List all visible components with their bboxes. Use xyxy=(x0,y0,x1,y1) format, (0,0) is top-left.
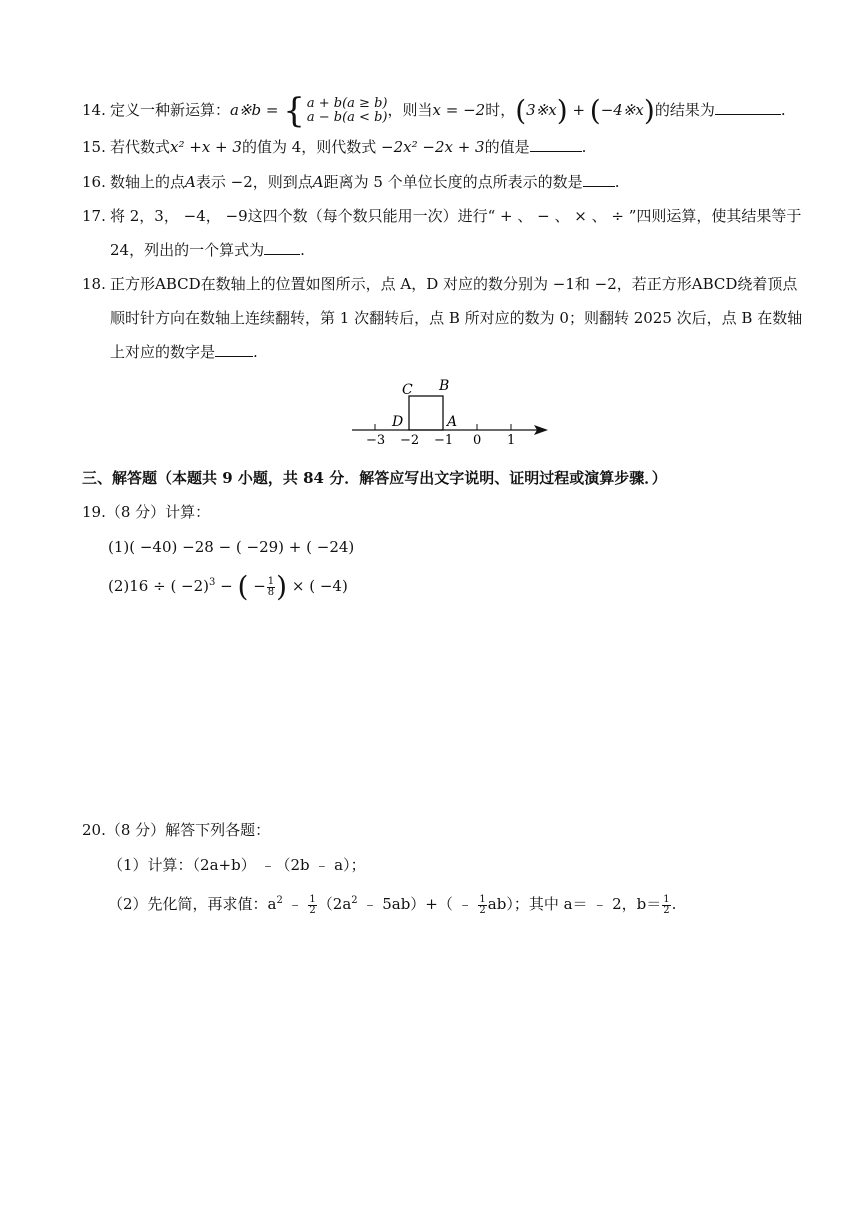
question-19: 19.（8 分）计算： xyxy=(82,503,211,521)
question-18-line-3: 上对应的数字是 . xyxy=(110,343,258,361)
question-20: 20.（8 分）解答下列各题： xyxy=(82,821,271,839)
question-18: 18. 正方形ABCD在数轴上的位置如图所示，点 A，D 对应的数分别为 −1和 −2，若正方形ABCD绕着顶点 xyxy=(82,275,798,293)
answer-blank[interactable] xyxy=(215,342,253,357)
answer-blank[interactable] xyxy=(715,100,781,115)
vertex-label-a: A xyxy=(447,414,458,430)
piecewise-cases: a + b(a ≥ b) a − b(a < b) xyxy=(306,96,388,125)
question-number: 18. xyxy=(82,275,106,293)
question-number: 16. xyxy=(82,173,106,191)
tick-label: 0 xyxy=(473,433,482,447)
question-18-line-2: 顺时针方向在数轴上连续翻转，第 1 次翻转后，点 B 所对应的数为 0；则翻转 2025 次后，点 B 在数轴 xyxy=(110,309,803,327)
answer-blank[interactable] xyxy=(583,172,615,187)
tick-label: −1 xyxy=(434,433,454,447)
square-abcd xyxy=(409,396,443,430)
question-15: 15. 若代数式x² +x + 3的值为 4，则代数式 −2x² −2x + 3的值是 . xyxy=(82,138,587,156)
fraction: $\frac{1}{2}$ xyxy=(663,893,670,916)
vertex-label-c: C xyxy=(402,382,413,398)
question-17-line-2: 24，列出的一个算式为 . xyxy=(110,241,305,259)
vertex-label-d: D xyxy=(392,414,404,430)
question-20-part-2: （2）先化简，再求值：$a^2$ ﹣ $\frac{1}{2}$ （$2a^2$ ﹣ 5ab）+（ ﹣ $\frac{1}{2}$ ab）；其中 a＝ ﹣ 2，b＝ $\frac{1}{2}$ . xyxy=(108,893,677,916)
tick-label: 1 xyxy=(507,433,516,447)
question-14: 14. 定义一种新运算：a※b = { a + b(a ≥ b) a − b(a < b) ，则当x = −2时，(3※x) + (−4※x)的结果为 . xyxy=(82,91,786,131)
tick-label: −2 xyxy=(400,433,420,447)
fraction: $\frac{1}{2}$ xyxy=(479,893,486,916)
question-number: 17. xyxy=(82,207,106,225)
question-20-part-1: （1）计算：（2a+b） ﹣（2b ﹣ a）； xyxy=(108,856,366,874)
question-19-part-1: (1)( −40) −28 − ( −29) + ( −24) xyxy=(108,538,355,556)
answer-blank[interactable] xyxy=(264,240,300,255)
question-17: 17. 将 2，3， −4， −9这四个数（每个数只能用一次）进行“ + 、 − 、 × 、 ÷ ”四则运算，使其结果等于 xyxy=(82,207,802,225)
number-line-figure xyxy=(345,375,555,447)
vertex-label-b: B xyxy=(439,378,450,394)
fraction: $\frac{1}{8}$ xyxy=(267,575,275,598)
question-number: 15. xyxy=(82,138,106,156)
question-number: 19. xyxy=(82,503,106,521)
question-16: 16. 数轴上的点A表示 −2，则到点A距离为 5 个单位长度的点所表示的数是 . xyxy=(82,173,620,191)
tick-label: −3 xyxy=(366,433,386,447)
fraction: $\frac{1}{2}$ xyxy=(309,893,316,916)
question-number: 20. xyxy=(82,821,106,839)
question-19-part-2: (2)16 ÷ ( −2)$^3$ − ( − $\frac{1}{8}$ ) × ( −4) xyxy=(108,570,348,603)
left-brace: { xyxy=(283,91,305,131)
section-heading: 三、解答题（本题共 9 小题，共 84 分．解答应写出文字说明、证明过程或演算步骤．） xyxy=(82,469,667,487)
answer-blank[interactable] xyxy=(530,137,582,152)
question-number: 14. xyxy=(82,101,106,119)
